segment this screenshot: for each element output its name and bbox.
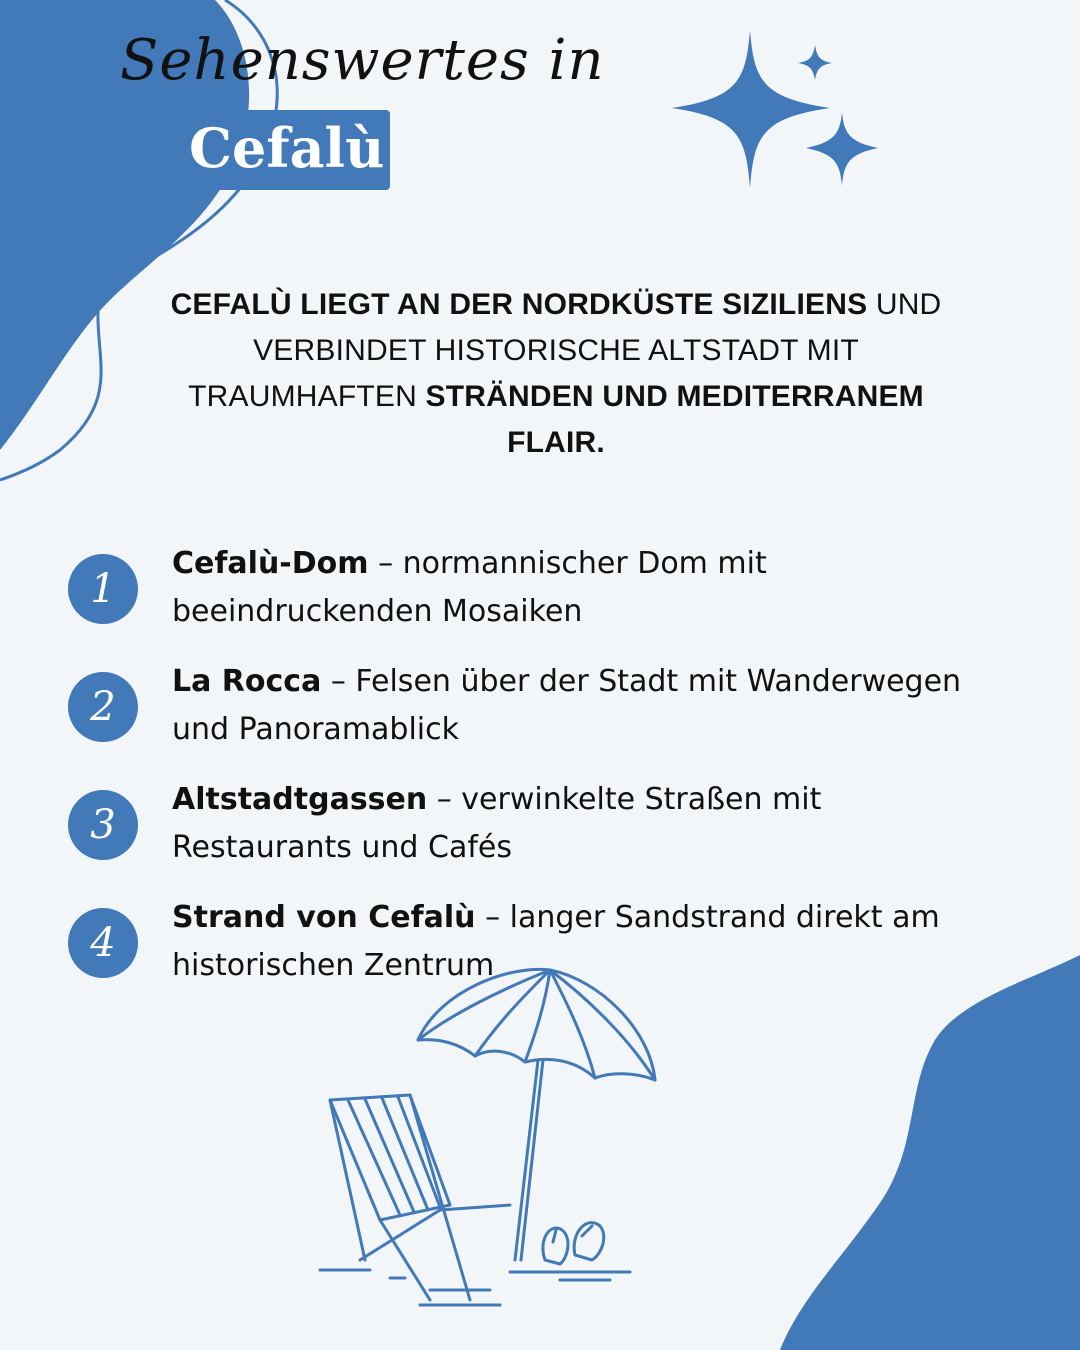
intro-part-2: UND VERBINDET HISTORISCHE ALTSTADT MIT TRAUMHAFTEN xyxy=(188,288,942,413)
item-name: La Rocca xyxy=(172,664,322,699)
number-badge: 2 xyxy=(68,672,138,742)
item-description: – normannischer Dom mit beeindruckenden Mosaiken xyxy=(172,546,767,629)
item-text xyxy=(172,658,972,754)
sparkles-icon xyxy=(670,20,890,200)
item-description: – verwinkelte Straßen mit Restaurants und Cafés xyxy=(172,782,822,865)
number-badge: 1 xyxy=(68,554,138,624)
script-subtitle: Sehenswertes in xyxy=(120,28,605,93)
item-description: – Felsen über der Stadt mit Wanderwegen und Panoramablick xyxy=(172,664,962,747)
item-name: Strand von Cefalù xyxy=(172,900,476,935)
item-text xyxy=(172,540,972,636)
item-description: – langer Sandstrand direkt am historischen Zentrum xyxy=(172,900,940,983)
beach-illustration xyxy=(310,960,670,1320)
item-name: Altstadtgassen xyxy=(172,782,428,817)
item-name: Cefalù-Dom xyxy=(172,546,369,581)
number-badge: 4 xyxy=(68,908,138,978)
intro-part-3: STRÄNDEN UND MEDITERRANEM FLAIR. xyxy=(425,380,924,459)
item-text xyxy=(172,776,972,872)
number-badge: 3 xyxy=(68,790,138,860)
intro-part-1: CEFALÙ LIEGT AN DER NORDKÜSTE SIZILIENS xyxy=(170,288,868,321)
title-badge xyxy=(185,110,390,190)
bottom-right-blob xyxy=(780,955,1080,1350)
intro-text xyxy=(170,282,942,466)
page-title: Cefalù xyxy=(189,116,385,180)
